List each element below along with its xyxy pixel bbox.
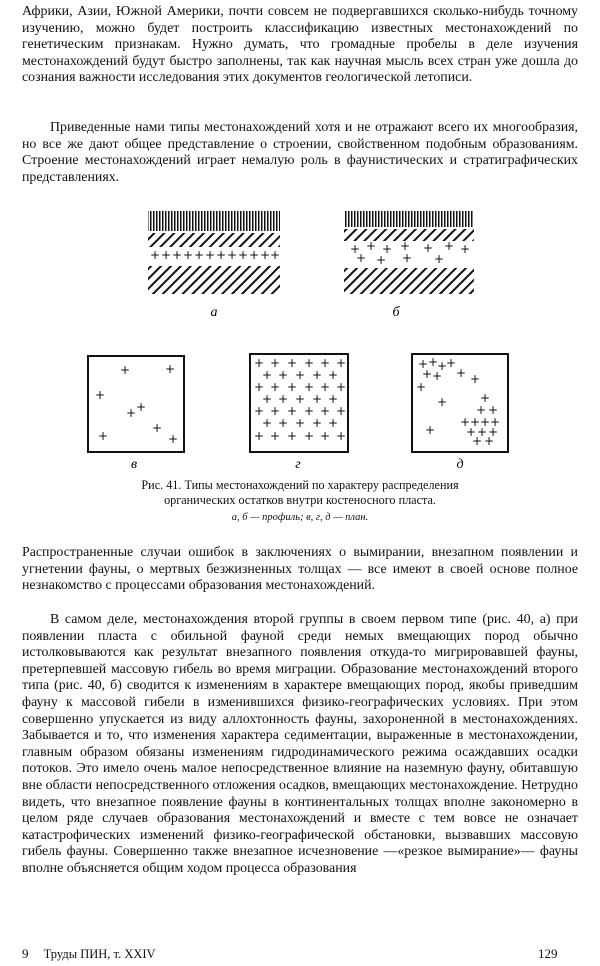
cross-mark: + [312,392,323,406]
cross-mark: + [434,252,445,266]
cross-mark: + [278,368,289,382]
cross-scatter [350,239,470,267]
label-v: в [130,457,138,472]
cross-mark: + [254,356,265,370]
cross-mark: + [183,248,194,262]
figure-caption-line-2: органических остатков внутри костеносного пласта. [164,493,436,507]
cross-mark: + [98,429,109,443]
diagonal-hatch-layer [148,266,280,294]
cross-mark: + [476,403,487,417]
cross-mark: + [402,251,413,265]
cross-mark: + [168,432,179,446]
cross-mark: + [382,242,393,256]
cross-mark: + [488,425,499,439]
cross-mark: + [262,368,273,382]
cross-mark: + [470,415,481,429]
paragraph-3: Распространенные случаи ошибок в заключениях о вымирании, внезапном появлении и угнетении фауны, о мертвых безжизненных толщах — все имеют в своей основе полное незнакомство с процессами образования местонахождений. [22,545,578,594]
cross-mark: + [423,241,434,255]
cross-mark: + [336,356,347,370]
cross-mark: + [194,248,205,262]
cross-mark: + [488,403,499,417]
cross-mark: + [262,416,273,430]
crosses [254,356,346,443]
cross-mark: + [278,416,289,430]
cross-mark: + [287,404,298,418]
crosses [416,355,500,448]
profile-a [148,211,280,320]
cross-mark: + [320,356,331,370]
cross-mark: + [287,356,298,370]
cross-mark: + [238,248,249,262]
cross-mark: + [312,416,323,430]
label-g: г [295,457,301,472]
plan-v [88,356,184,472]
cross-mark: + [356,251,367,265]
cross-mark: + [437,359,448,373]
diagonal-hatch-layer [344,268,474,294]
paragraph-1: Африки, Азии, Южной Америки, почти совсем не подвергавшихся сколько-нибудь точному изучению, можно будет построить классификацию известных местонахождений по генетическим признакам. Нужно думать, что громадные пробелы в деле изучения местонахождений будут быстро заполнены, так как научная мысль всех стран уже дошла до сознания важности исследования этих документов геологической летописи. [22,4,578,86]
diagonal-hatch-layer [148,233,280,247]
cross-mark: + [278,392,289,406]
cross-mark: + [270,429,281,443]
cross-mark: + [270,356,281,370]
footer-journal [22,946,156,962]
cross-mark: + [270,404,281,418]
cross-mark: + [328,416,339,430]
cross-mark: + [460,242,471,256]
cross-mark: + [287,380,298,394]
cross-mark: + [350,242,361,256]
cross-mark: + [260,248,271,262]
cross-mark: + [472,434,483,448]
cross-mark: + [304,356,315,370]
cross-mark: + [172,248,183,262]
cross-mark: + [320,404,331,418]
cross-mark: + [312,368,323,382]
cross-mark: + [480,391,491,405]
cross-mark: + [254,429,265,443]
cross-mark: + [120,363,131,377]
cross-mark: + [328,392,339,406]
cross-mark: + [466,425,477,439]
page-number: 129 [538,946,558,961]
cross-mark: + [249,248,260,262]
figure-caption-line-1: Рис. 41. Типы местонахождений по характеру распределения [141,478,459,492]
cross-mark: + [152,421,163,435]
cross-mark: + [150,248,161,262]
cross-mark: + [295,368,306,382]
cross-mark: + [320,380,331,394]
paragraph-4: В самом деле, местонахождения второй группы в своем первом типе (рис. 40, а) при появлении пласта с обильной фауной среди немых вмещающих пород обычно истолковываются как результат внезапного появления откуда-то мигрировавшей фауны, претерпевшей массовую гибель во время миграции. Образование местонахождений второго типа (рис. 40, б) сводится к изменениям в характере вмещающих пород, якобы приведшим фауну к массовой гибели в изменившихся физико-географических условиях. При этом совершенно упускается из виду аллохтонность фауны, захороненной в местонахождениях. Забывается и то, что изменения характера седиментации, выраженные в местонахождении, главным образом обязаны изменениям гидродинамического режима осаждавших осадки потоков. Это имело очень малое непосредственное влияние на наземную фауну, обитавшую вне области непосредственного отложения осадков, вмещающих местонахождение. Нетрудно видеть, что внезапное появление фауны в континентальных толщах вполне закономерно в целом ряде случаев образования местонахождений и вместе с тем вовсе не означает катастрофических изменений физико-географической обстановки, вызвавших массовую гибель фауны. Совершенно также внезапное исчезновение —«резкое вымирание»— фауны вполне объясняется общим ходом процесса образования [22,612,578,876]
cross-mark: + [470,372,481,386]
cross-mark: + [336,404,347,418]
cross-mark: + [336,429,347,443]
cross-mark: + [416,380,427,394]
cross-mark: + [227,248,238,262]
cross-mark: + [295,392,306,406]
cross-mark: + [376,253,387,267]
cross-mark: + [456,366,467,380]
cross-mark: + [304,380,315,394]
label-d: д [456,457,464,472]
cross-mark: + [161,248,172,262]
figure-legend: а, б — профиль; в, г, д — план. [231,512,369,523]
cross-mark: + [477,425,488,439]
cross-mark: + [366,239,377,253]
cross-mark: + [95,388,106,402]
cross-mark: + [254,404,265,418]
cross-mark: + [304,429,315,443]
crosses [95,362,178,446]
plan-g [250,354,348,472]
paragraph-2: Приведенные нами типы местонахождений хотя и не отражают всего их многообразия, но все же дают общее представление о строении, свойственном подобным образованиям. Строение местонахождений играет немалую роль в фаунистических и стратиграфических представлениях. [22,120,578,185]
cross-mark: + [432,369,443,383]
cross-mark: + [328,368,339,382]
cross-mark: + [444,239,455,253]
cross-mark: + [165,362,176,376]
plan-d [412,354,508,472]
profile-b [344,211,474,320]
signature-mark: 9 [22,946,29,961]
journal-title: Труды ПИН, т. XXIV [43,947,156,961]
cross-mark: + [418,357,429,371]
cross-mark: + [422,367,433,381]
cross-mark: + [484,434,495,448]
cross-mark: + [480,415,491,429]
cross-mark: + [205,248,216,262]
cross-mark: + [446,356,457,370]
cross-mark: + [400,239,411,253]
label-a: а [210,305,218,320]
cross-mark: + [136,400,147,414]
cross-mark: + [320,429,331,443]
cross-mark: + [295,416,306,430]
vertical-hatch-layer [344,211,474,227]
cross-mark: + [490,415,501,429]
cross-mark: + [428,355,439,369]
cross-row [150,248,280,262]
cross-mark: + [304,404,315,418]
cross-mark: + [336,380,347,394]
cross-mark: + [262,392,273,406]
label-b: б [392,305,400,320]
cross-mark: + [254,380,265,394]
cross-mark: + [437,395,448,409]
cross-mark: + [270,380,281,394]
cross-mark: + [216,248,227,262]
cross-mark: + [270,248,281,262]
cross-mark: + [425,423,436,437]
cross-mark: + [460,415,471,429]
cross-mark: + [126,406,137,420]
cross-mark: + [287,429,298,443]
vertical-hatch-layer [148,211,280,231]
